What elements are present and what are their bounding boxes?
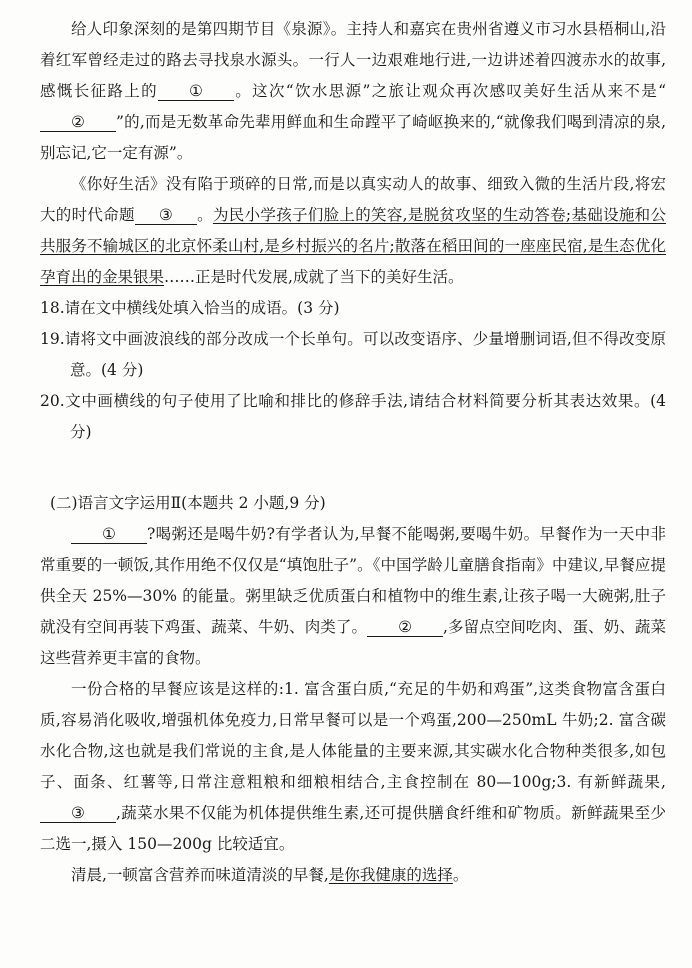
question-number: 20. — [40, 392, 65, 410]
underlined-sentence: 为民小学孩子们脸上的笑容,是脱贫攻坚的生动答卷;基础设施和公共服务不输城区的北京怀柔山村,是乡村振兴的名片;散落在稻田间的一座座民宿,是生态优化孕育出的金果银果 — [40, 206, 666, 286]
question-text: 文中画横线的句子使用了比喻和排比的修辞手法,请结合材料简要分析其表达效果。(4 分) — [64, 392, 666, 441]
text-span: ”的,而是无数革命先辈用鲜血和生命蹚平了崎岖换来的,“就像我们喝到清凉的泉,别忘记,它一定有源”。 — [40, 113, 666, 162]
blank-3: ③ — [135, 206, 197, 225]
text-span: 《你好生活》没有陷于琐碎的日常,而是以真实动人的故事、细致入微的生活片段,将宏大的时代命题 — [40, 175, 666, 224]
text-span: 。这次“饮水思源”之旅让观众再次感叹美好生活从来不是“ — [233, 82, 666, 100]
passage-paragraph-2 — [40, 169, 666, 293]
section-title: (二)语言文字运用Ⅱ(本题共 2 小题,9 分) — [50, 494, 326, 512]
question-18 — [40, 293, 666, 324]
question-text: 请在文中横线处填入恰当的成语。(3 分) — [64, 299, 340, 317]
passage-paragraph-1 — [40, 14, 666, 169]
text-span: ,多留点空间吃肉、蛋、奶、蔬菜这些营养更丰富的食物。 — [40, 618, 666, 667]
question-number: 19. — [40, 330, 65, 348]
section2-paragraph-2 — [40, 674, 666, 860]
question-20 — [40, 386, 666, 448]
blank-2: ② — [367, 618, 443, 637]
question-number: 18. — [40, 299, 65, 317]
blank-1: ① — [71, 525, 147, 544]
text-span: ?喝粥还是喝牛奶?有学者认为,早餐不能喝粥,要喝牛奶。早餐作为一天中非常重要的一顿饭,其作用绝不仅仅是“填饱肚子”。《中国学龄儿童膳食指南》中建议,早餐应提供全天 25%—30% 的能量。粥里缺乏优质蛋白和植物中的维生素,让孩子喝一大碗粥,肚子就没有空间再装下鸡蛋、蔬菜、牛奶、肉类了。 — [40, 525, 666, 636]
blank-2: ② — [40, 113, 116, 132]
question-text: 请将文中画波浪线的部分改成一个长单句。可以改变语序、少量增删词语,但不得改变原意。(4 分) — [64, 330, 666, 379]
text-span: 。 — [452, 866, 469, 884]
blank-3: ③ — [40, 804, 116, 823]
text-span: ,蔬菜水果不仅能为机体提供维生素,还可提供膳食纤维和矿物质。新鲜蔬果至少二选一,摄入 150—200g 比较适宜。 — [40, 804, 666, 853]
text-span: ……正是时代发展,成就了当下的美好生活。 — [164, 268, 464, 286]
underlined-phrase: 是你我健康的选择 — [328, 866, 453, 884]
question-19 — [40, 324, 666, 386]
text-span: 给人印象深刻的是第四期节目《泉源》。主持人和嘉宾在贵州省遵义市习水县梧桐山,沿着红军曾经走过的路去寻找泉水源头。一行人一边艰难地行进,一边讲述着四渡赤水的故事,感慨长征路上的 — [40, 20, 666, 100]
section2-paragraph-1 — [40, 519, 666, 674]
text-span: 一份合格的早餐应该是这样的:1. 富含蛋白质,“充足的牛奶和鸡蛋”,这类食物富含蛋白质,容易消化吸收,增强机体免疫力,日常早餐可以是一个鸡蛋,200—250mL 牛奶;2. 富含碳水化合物,这也就是我们常说的主食,是人体能量的主要来源,其实碳水化合物种类很多,如包子、面条、红薯等,日常注意粗粮和细粮相结合,主食控制在 80—100g;3. 有新鲜蔬果, — [40, 680, 666, 791]
section2-paragraph-3 — [40, 860, 666, 891]
text-span: 清晨,一顿富含营养而味道清淡的早餐, — [71, 866, 329, 884]
blank-1: ① — [158, 82, 234, 101]
text-span: 。 — [196, 206, 213, 224]
